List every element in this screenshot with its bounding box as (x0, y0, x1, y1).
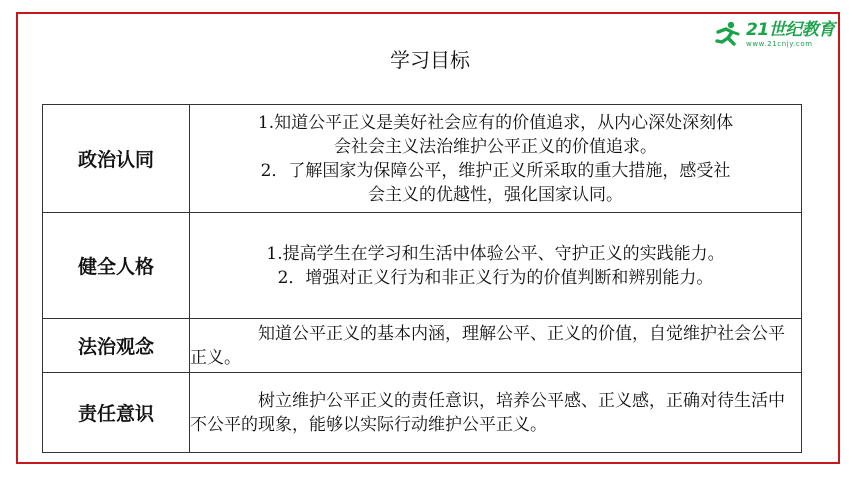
row-heading: 健全人格 (43, 213, 190, 319)
row-heading: 法治观念 (43, 319, 190, 373)
content-line: 1.知道公平正义是美好社会应有的价值追求，从内心深处深刻体 (257, 112, 734, 133)
logo-url: www.21cnjy.com (746, 40, 813, 48)
row-content (190, 213, 802, 319)
table-row (43, 373, 802, 453)
content-line: 1.提高学生在学习和生活中体验公平、守护正义的实践能力。 (266, 243, 725, 264)
logo-text: 21世纪教育 (746, 20, 835, 40)
row-content (190, 105, 802, 213)
table-row (43, 213, 802, 319)
page-title: 学习目标 (390, 48, 470, 72)
table-row (43, 319, 802, 373)
content-line: 会社会主义法治维护公平正义的价值追求。 (334, 136, 657, 157)
content-line: 会主义的优越性，强化国家认同。 (368, 184, 623, 205)
row-content: 知道公平正义的基本内涵，理解公平、正义的价值，自觉维护社会公平正义。 (190, 319, 802, 373)
goals-table (42, 104, 802, 453)
content-line: 2．了解国家为保障公平，维护正义所采取的重大措施，感受社 (260, 160, 731, 181)
row-heading: 责任意识 (43, 373, 190, 453)
table-row (43, 105, 802, 213)
row-heading: 政治认同 (43, 105, 190, 213)
row-content: 树立维护公平正义的责任意识，培养公平感、正义感，正确对待生活中不公平的现象，能够以实际行动维护公平正义。 (190, 373, 802, 453)
content-line: 2．增强对正义行为和非正义行为的价值判断和辨别能力。 (277, 267, 714, 288)
